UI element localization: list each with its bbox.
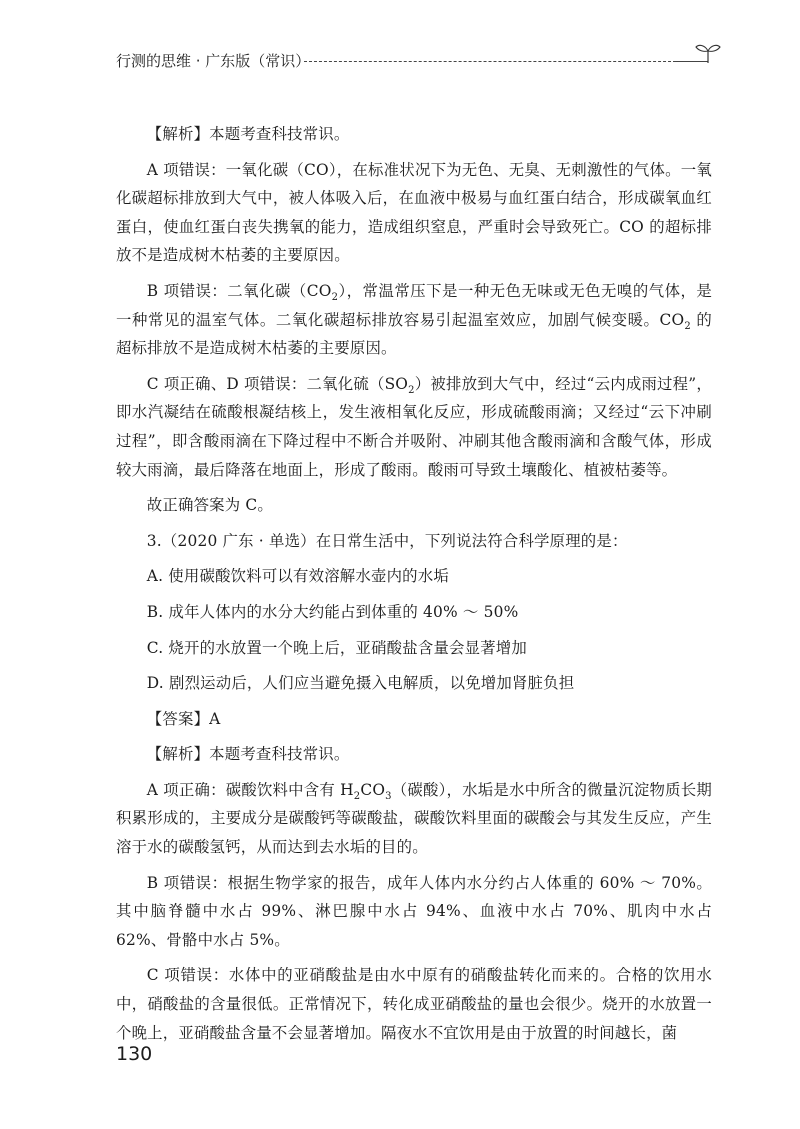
paragraph-b-water: B 项错误：根据生物学家的报告，成年人体内水分约占人体重的 60% ～ 70%。其中脑脊髓中水占 99%、淋巴腺中水占 94%、血液中水占 70%、肌肉中水占 62%、骨骼中水占 5%。 — [116, 873, 712, 949]
analysis-heading-1: 【解析】本题考查科技常识。 — [146, 125, 350, 143]
paragraph-b-co2: B 项错误：二氧化碳$(CO_2)$，常温常压下是一种无色无味或无色无嗅的气体，是一种常见的温室气体。二氧化碳超标排放容易引起温室效应，加剧气候变暖。$CO_2$ 的超标排放不是造成树木枯萎的主要原因。 — [116, 281, 712, 358]
running-header — [116, 42, 716, 72]
paragraph-a-carbonic: A 项正确：碳酸饮料中含有 $H_2CO_3$（碳酸），水垢是水中所含的微量沉淀物质长期积累形成的，主要成分是碳酸钙等碳酸盐，碳酸饮料里面的碳酸会与其发生反应，产生溶于水的碳酸氢钙，从而达到去水垢的目的。 — [116, 780, 712, 857]
answer-statement: 故正确答案为 C。 — [146, 496, 273, 515]
paragraph-a-co: A 项错误：一氧化碳（CO），在标准状况下为无色、无臭、无刺激性的气体。一氧化碳超标排放到大气中，被人体吸入后，在血液中极易与血红蛋白结合，形成碳氧血红蛋白，使血红蛋白丧失携氧的能力，造成组织窒息，严重时会导致死亡。CO 的超标排放不是造成树木枯萎的主要原因。 — [116, 160, 712, 265]
book-title: 行测的思维 · 广东版（常识） — [116, 52, 311, 70]
option-a: A. 使用碳酸饮料可以有效溶解水壶内的水垢 — [146, 567, 449, 586]
paragraph-c-nitrite: C 项错误：水体中的亚硝酸盐是由水中原有的硝酸盐转化而来的。合格的饮用水中，硝酸盐的含量很低。正常情况下，转化成亚硝酸盐的量也会很少。烧开的水放置一个晚上，亚硝酸盐含量不会显著增加。隔夜水不宜饮用是由于放置的时间越长，菌 — [116, 966, 712, 1042]
question-3: 3.（2020 广东 · 单选）在日常生活中，下列说法符合科学原理的是： — [146, 531, 628, 550]
paragraph-cd-so2: C 项正确、D 项错误：二氧化硫$(SO_2)$被排放到大气中，经过“云内成雨过程”，即水汽凝结在硫酸根凝结核上，发生液相氧化反应，形成硫酸雨滴；又经过“云下冲刷过程”，即含酸雨滴在下降过程中不断合并吸附、冲刷其他含酸雨滴和含酸气体，形成较大雨滴，最后降落在地面上，形成了酸雨。酸雨可导致土壤酸化、植被枯萎等。 — [116, 374, 712, 479]
option-d: D. 剧烈运动后，人们应当避免摄入电解质，以免增加肾脏负担 — [146, 674, 575, 693]
analysis-heading-2: 【解析】本题考查科技常识。 — [146, 745, 350, 764]
sprout-icon — [694, 42, 722, 64]
option-b: B. 成年人体内的水分大约能占到体重的 40% ～ 50% — [146, 602, 519, 621]
page-number: 130 — [116, 1043, 153, 1065]
main-text — [116, 120, 712, 1047]
answer-label: 【答案】A — [146, 709, 221, 728]
option-c: C. 烧开的水放置一个晚上后，亚硝酸盐含量会显著增加 — [146, 638, 527, 657]
header-dashed-rule — [304, 61, 686, 62]
